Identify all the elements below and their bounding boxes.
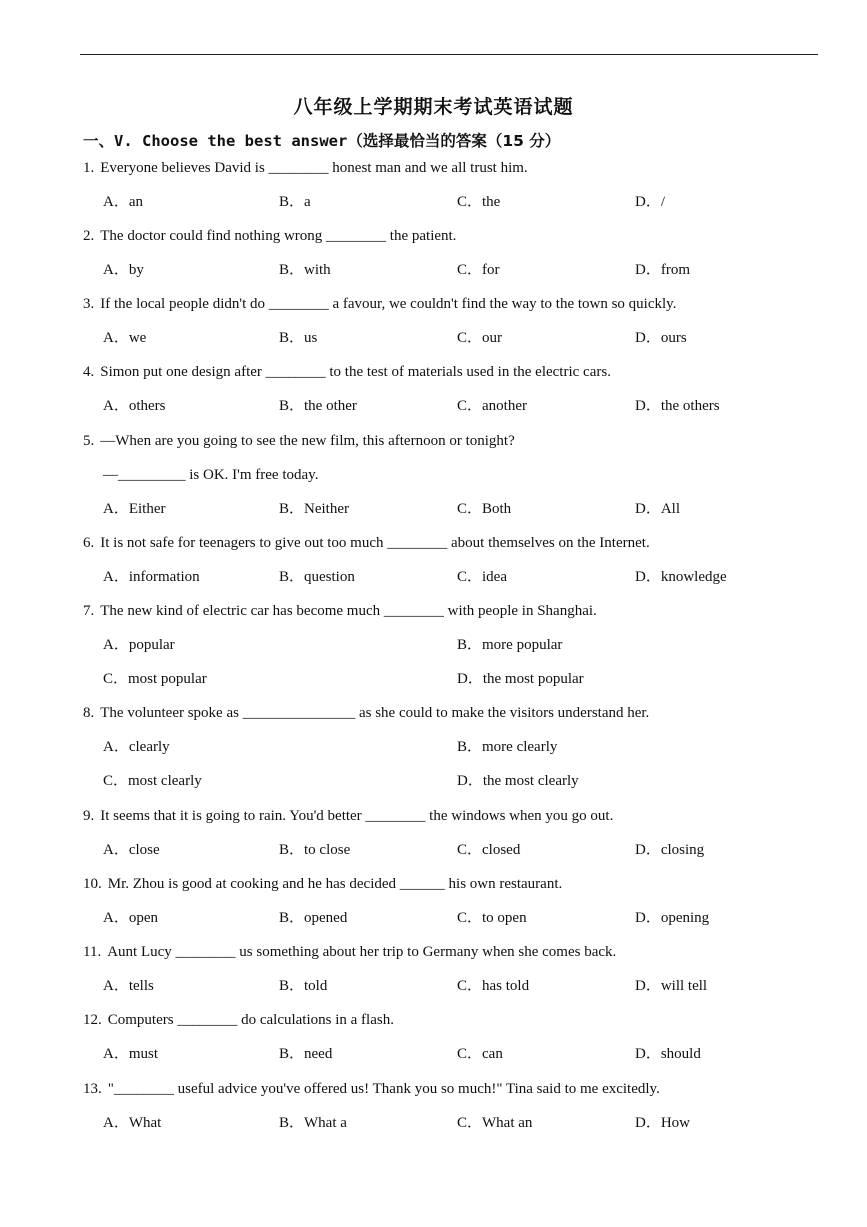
option-11a: A．tells xyxy=(103,978,154,994)
question-number: 3. xyxy=(83,296,95,312)
option-8c: C．most clearly xyxy=(103,773,202,789)
option-3c: C．our xyxy=(457,330,503,346)
option-12b: B．need xyxy=(279,1046,333,1062)
question-text: It seems that it is going to rain. You'd better ________ the windows when you go out. xyxy=(100,808,614,824)
question-text: The new kind of electric car has become much ________ with people in Shanghai. xyxy=(100,603,597,619)
question-text: Everyone believes David is ________ honest man and we all trust him. xyxy=(100,160,528,176)
option-1a: A．an xyxy=(103,194,143,210)
option-2b: B．with xyxy=(279,262,331,278)
option-10d: D．opening xyxy=(635,910,710,926)
question-number: 2. xyxy=(83,228,95,244)
option-13c: C．What an xyxy=(457,1115,533,1131)
question-number: 12. xyxy=(83,1012,102,1028)
section-heading xyxy=(83,129,560,151)
option-10b: B．opened xyxy=(279,910,348,926)
option-7c: C．most popular xyxy=(103,671,207,687)
question-text: Simon put one design after ________ to the test of materials used in the electric cars. xyxy=(100,364,611,380)
option-8b: B．more clearly xyxy=(457,739,558,755)
option-2d: D．from xyxy=(635,262,690,278)
option-6d: D．knowledge xyxy=(635,569,727,585)
option-6c: C．idea xyxy=(457,569,507,585)
question-text: It is not safe for teenagers to give out too much ________ about themselves on the Internet. xyxy=(100,535,650,551)
option-5c: C．Both xyxy=(457,501,512,517)
option-8a: A．clearly xyxy=(103,739,170,755)
section-label: V. Choose the best answer xyxy=(114,132,348,150)
question-number: 9. xyxy=(83,808,95,824)
question-number: 5. xyxy=(83,433,95,449)
option-11d: D．will tell xyxy=(635,978,708,994)
option-4a: A．others xyxy=(103,398,166,414)
option-9a: A．close xyxy=(103,842,160,858)
option-4c: C．another xyxy=(457,398,527,414)
option-8d: D．the most clearly xyxy=(457,773,579,789)
question-number: 1. xyxy=(83,160,95,176)
question-5-reply: —_________ is OK. I'm free today. xyxy=(103,467,319,483)
option-9c: C．closed xyxy=(457,842,521,858)
question-text: Aunt Lucy ________ us something about her trip to Germany when she comes back. xyxy=(107,944,617,960)
option-7b: B．more popular xyxy=(457,637,563,653)
option-12c: C．can xyxy=(457,1046,503,1062)
option-11c: C．has told xyxy=(457,978,530,994)
option-13b: B．What a xyxy=(279,1115,347,1131)
option-5a: A．Either xyxy=(103,501,166,517)
option-3b: B．us xyxy=(279,330,318,346)
option-4b: B．the other xyxy=(279,398,357,414)
option-6b: B．question xyxy=(279,569,355,585)
option-7a: A．popular xyxy=(103,637,175,653)
section-number: 一、 xyxy=(83,132,115,150)
question-4 xyxy=(83,363,611,381)
question-number: 10. xyxy=(83,876,102,892)
option-9d: D．closing xyxy=(635,842,705,858)
question-text: The volunteer spoke as _______________ as she could to make the visitors understand her. xyxy=(100,705,650,721)
question-9 xyxy=(83,807,613,825)
option-3a: A．we xyxy=(103,330,147,346)
option-9b: B．to close xyxy=(279,842,351,858)
page-title: 八年级上学期期末考试英语试题 xyxy=(293,96,574,118)
option-10c: C．to open xyxy=(457,910,527,926)
question-text: Mr. Zhou is good at cooking and he has decided ______ his own restaurant. xyxy=(107,876,563,892)
option-1c: C．the xyxy=(457,194,501,210)
option-12a: A．must xyxy=(103,1046,159,1062)
question-11 xyxy=(83,943,616,961)
question-number: 11. xyxy=(83,944,102,960)
option-12d: D．should xyxy=(635,1046,701,1062)
question-7 xyxy=(83,602,597,620)
option-6a: A．information xyxy=(103,569,200,585)
option-5d: D．All xyxy=(635,501,681,517)
option-4d: D．the others xyxy=(635,398,720,414)
question-13 xyxy=(83,1080,660,1098)
option-7d: D．the most popular xyxy=(457,671,584,687)
question-text: —When are you going to see the new film, this afternoon or tonight? xyxy=(100,433,515,449)
question-number: 7. xyxy=(83,603,95,619)
question-number: 8. xyxy=(83,705,95,721)
option-13a: A．What xyxy=(103,1115,162,1131)
question-5 xyxy=(83,432,515,450)
question-text: If the local people didn't do ________ a favour, we couldn't find the way to the town so quickly. xyxy=(100,296,677,312)
question-3 xyxy=(83,295,676,313)
question-6 xyxy=(83,534,650,552)
question-8 xyxy=(83,704,649,722)
option-1b: B．a xyxy=(279,194,311,210)
option-11b: B．told xyxy=(279,978,328,994)
question-1 xyxy=(83,159,528,177)
question-number: 13. xyxy=(83,1081,102,1097)
option-10a: A．open xyxy=(103,910,158,926)
question-text: "________ useful advice you've offered us! Thank you so much!" Tina said to me excitedly. xyxy=(107,1081,660,1097)
option-13d: D．How xyxy=(635,1115,690,1131)
question-number: 6. xyxy=(83,535,95,551)
question-12 xyxy=(83,1011,394,1029)
question-text: The doctor could find nothing wrong ________ the patient. xyxy=(100,228,457,244)
question-10 xyxy=(83,875,562,893)
header-rule xyxy=(80,54,818,55)
option-2c: C．for xyxy=(457,262,500,278)
option-2a: A．by xyxy=(103,262,144,278)
section-note: （选择最恰当的答案（15 分） xyxy=(347,132,561,150)
option-3d: D．ours xyxy=(635,330,687,346)
option-5b: B．Neither xyxy=(279,501,349,517)
question-number: 4. xyxy=(83,364,95,380)
question-text: Computers ________ do calculations in a flash. xyxy=(107,1012,394,1028)
option-1d: D．/ xyxy=(635,194,666,210)
question-2 xyxy=(83,227,456,245)
